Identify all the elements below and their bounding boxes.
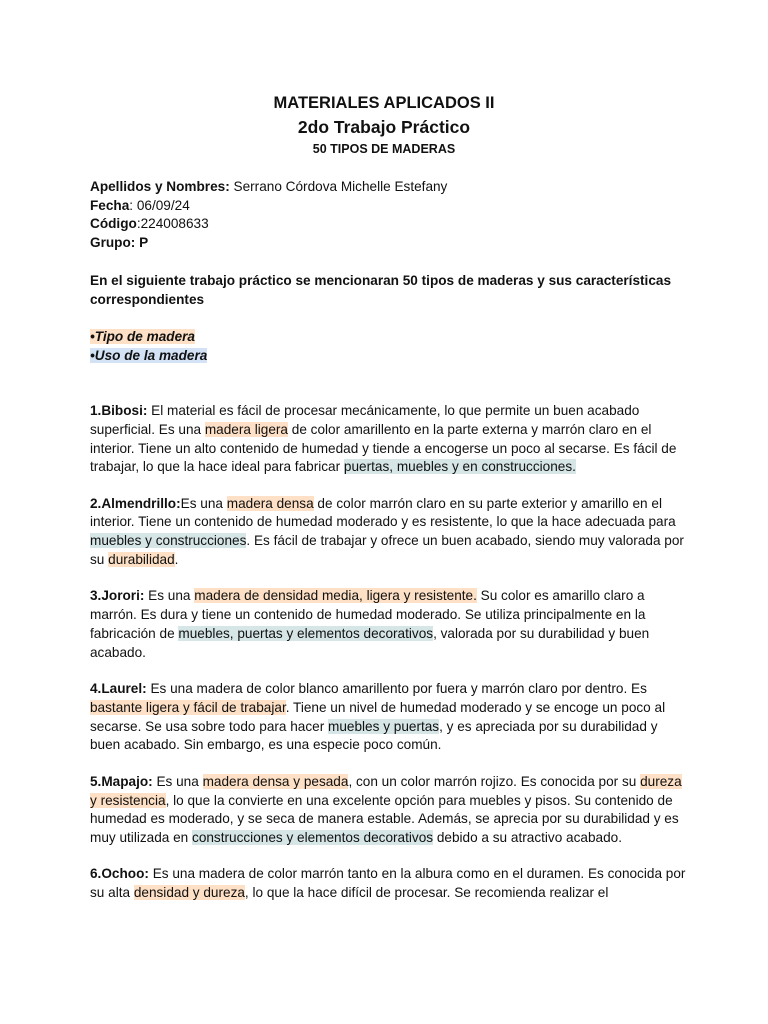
wood-use-highlight: muebles y puertas — [328, 718, 440, 734]
highlight-legend — [90, 327, 207, 365]
wood-item-text: Es una — [152, 773, 203, 789]
name-label: Apellidos y Nombres: — [90, 179, 230, 194]
wood-list — [90, 402, 690, 921]
name-row — [90, 178, 447, 197]
legend-wood-use: •Uso de la madera — [90, 348, 208, 363]
wood-item-text: Es una madera de color blanco amarillento por fuera y marrón claro por dentro. Es — [146, 681, 647, 697]
wood-type-highlight: dureza y resistencia — [90, 773, 682, 808]
code-row — [90, 215, 447, 234]
wood-item-text: . Tiene un nivel de humedad moderado y se encoge un poco al secarse. Se usa sobre todo para hacer — [90, 699, 666, 734]
wood-type-highlight: madera de densidad media, ligera y resistente. — [194, 588, 477, 604]
wood-item-label: 2.Almendrillo: — [90, 495, 181, 511]
wood-use-highlight: muebles, puertas y elementos decorativos — [178, 625, 434, 641]
wood-item-label: 1.Bibosi: — [90, 403, 148, 418]
wood-item-text: El material es fácil de procesar mecánicamente, lo que permite un buen acabado superficial. Es una — [90, 403, 640, 437]
wood-item-text: , lo que la convierte en una excelente opción para muebles y pisos. Su contenido de humedad es moderado, y se seca de manera estable. Además, se aprecia por su durabilidad y es muy utilizada en — [90, 792, 679, 846]
wood-item-text: Es una — [144, 588, 195, 604]
document-title: MATERIALES APLICADOS II — [273, 94, 495, 112]
date-label: Fecha — [90, 197, 130, 213]
wood-item-text: de color amarillento en la parte externa y marrón claro en el interior. Tiene un alto contenido de humedad y tiende a encogerse un poco al secarse. Es fácil de trabajar, lo que la hace ideal para fabricar — [90, 421, 677, 475]
wood-item-text: Su color es amarillo claro a marrón. Es dura y tiene un contenido de humedad moderado. Se utiliza principalmente en la fabricación de — [90, 588, 646, 641]
wood-use-highlight: muebles y construcciones — [90, 533, 247, 549]
document-topic: 50 TIPOS DE MADERAS — [312, 142, 456, 156]
wood-item — [90, 865, 690, 903]
group-label: Grupo: P — [90, 234, 149, 250]
legend-wood-type: •Tipo de madera — [90, 329, 195, 344]
wood-item-text: . Es fácil de trabajar y ofrece un buen acabado, siendo muy valorada por su — [90, 533, 684, 568]
wood-type-highlight: densidad y dureza — [133, 885, 245, 901]
date-value: : 06/09/24 — [129, 197, 190, 213]
wood-item — [90, 773, 690, 848]
group-row — [90, 234, 447, 253]
wood-item-label: 6.Ochoo: — [90, 866, 149, 882]
wood-type-highlight: madera ligera — [204, 421, 288, 437]
wood-type-highlight: madera densa y pesada — [202, 773, 349, 789]
wood-use-highlight: construcciones y elementos decorativos — [192, 830, 434, 846]
wood-item — [90, 587, 690, 662]
intro-paragraph: En el siguiente trabajo práctico se mencionaran 50 tipos de maderas y sus características correspondientes — [90, 273, 672, 307]
wood-item-label: 4.Laurel: — [90, 681, 147, 697]
student-info — [90, 178, 447, 252]
name-value: Serrano Córdova Michelle Estefany — [229, 179, 448, 194]
wood-item-text: . — [174, 552, 179, 568]
wood-item-text: , lo que la hace difícil de procesar. Se recomienda realizar el — [244, 885, 609, 901]
wood-item-label: 3.Jorori: — [90, 588, 145, 604]
document-subtitle: 2do Trabajo Práctico — [297, 117, 471, 137]
wood-item-text: Es una — [180, 495, 227, 511]
wood-item-text: , y es apreciada por su durabilidad y buen acabado. Sin embargo, es una especie poco común. — [90, 718, 658, 753]
wood-item — [90, 495, 690, 570]
wood-item-text: , con un color marrón rojizo. Es conocida por su — [348, 773, 641, 789]
wood-item-text: de color marrón claro en su parte exterior y amarillo en el interior. Tiene un contenido de humedad moderado y es resistente, lo que la hace adecuada para — [90, 495, 676, 530]
wood-item — [90, 680, 690, 755]
code-value: :224008633 — [136, 216, 209, 232]
wood-item-text: , valorada por su durabilidad y buen acabado. — [90, 625, 650, 660]
wood-type-highlight: madera densa — [226, 495, 314, 511]
wood-use-highlight: puertas, muebles y en construcciones. — [343, 459, 576, 475]
wood-type-highlight: durabilidad — [108, 552, 175, 568]
wood-item-text: debido a su atractivo acabado. — [433, 830, 622, 846]
wood-type-highlight: bastante ligera y fácil de trabajar — [90, 699, 286, 715]
wood-item — [90, 402, 690, 477]
date-row — [90, 197, 447, 216]
code-label: Código — [90, 216, 137, 232]
wood-item-text: Es una madera de color marrón tanto en la albura como en el duramen. Es conocida por su alta — [90, 866, 686, 901]
wood-item-label: 5.Mapajo: — [90, 773, 153, 789]
